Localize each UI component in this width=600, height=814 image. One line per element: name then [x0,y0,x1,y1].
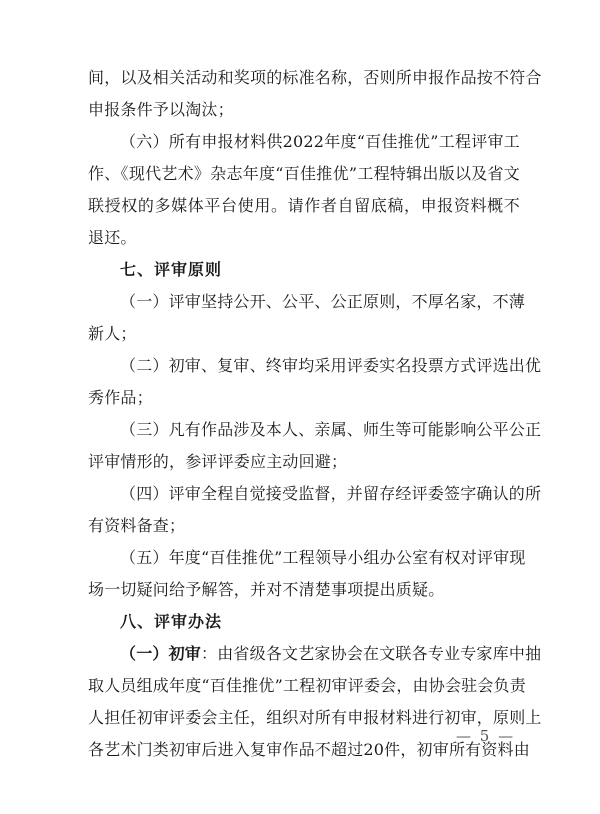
text-line: 新人； [88,324,137,343]
text-line: （五）年度“百佳推优”工程领导小组办公室有权对评审现 [120,548,526,567]
text-line: （三）凡有作品涉及本人、亲属、师生等可能影响公平公正 [120,420,542,439]
paragraph [88,286,526,350]
text-line: 有资料备查； [88,516,186,535]
text-line: 取人员组成年度“百佳推优”工程初审评委会，由协会驻会负责 [88,676,526,695]
text-line: 秀作品； [88,388,153,407]
section-heading [88,606,520,638]
text-line: 间，以及相关活动和奖项的标准名称，否则所申报作品按不符合 [88,68,542,87]
text-line: 人担任初审评委会主任，组织对所有申报材料进行初审，原则上 [88,708,542,727]
text-line: （一）评审坚持公开、公平、公正原则，不厚名家，不薄 [120,292,526,311]
text-line: 各艺术门类初审后进入复审作品不超过20件，初审所有资料由 [88,740,530,759]
paragraph [88,126,520,254]
document-body [88,62,542,766]
paragraph [88,478,542,542]
text-line: （二）初审、复审、终审均采用评委实名投票方式评选出优 [120,356,542,375]
text-line: 场一切疑问给予解答，并对不清楚事项提出质疑。 [88,580,445,599]
text-line: （四）评审全程自觉接受监督，并留存经评委签字确认的所 [120,484,542,503]
text-line: 评审情形的，参评评委应主动回避； [88,452,348,471]
text-line: 联授权的多媒体平台使用。请作者自留底稿，申报资料概不 [88,196,520,215]
paragraph [88,62,542,126]
text-line: 八、评审办法 [120,612,223,631]
text-line [88,638,542,670]
text-line: 作、《现代艺术》杂志年度“百佳推优”工程特辑出版以及省文 [88,164,520,183]
bold-lead: （一）初审 [120,644,202,663]
paragraph [88,414,542,478]
paragraph [88,350,542,414]
text-line: 申报条件予以淘汰； [88,100,234,119]
text-line: 退还。 [88,228,137,247]
line-text: ：由省级各文艺家协会在文联各专业专家库中抽 [201,644,542,663]
paragraph [88,542,526,606]
paragraph [88,638,542,766]
text-line: 七、评审原则 [120,260,223,279]
section-heading [88,254,520,286]
text-line: （六）所有申报材料供2022年度“百佳推优”工程评审工 [120,132,520,151]
page-number: — 5 — [456,727,516,745]
